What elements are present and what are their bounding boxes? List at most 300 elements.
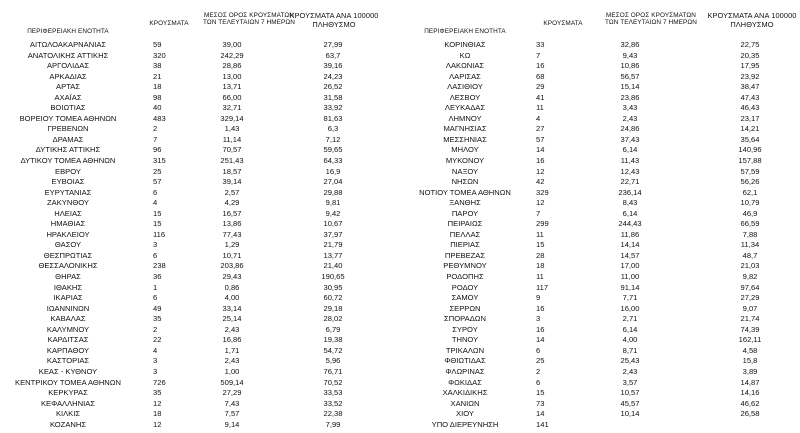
- region-cell: ΜΥΚΟΝΟΥ: [445, 156, 485, 166]
- region-cell: ΤΡΙΚΑΛΩΝ: [445, 345, 485, 355]
- avg7-cell: 32,71: [222, 103, 242, 113]
- avg7-cell: 4,00: [622, 335, 638, 345]
- table-row: [400, 51, 800, 62]
- region-cell: ΑΙΤΩΛΟΑΚΑΡΝΑΝΙΑΣ: [29, 40, 107, 49]
- table-row: [0, 103, 400, 114]
- per100k-cell: 10,67: [323, 219, 343, 229]
- table-row: [0, 156, 400, 167]
- cases-cell: 25: [153, 166, 162, 176]
- region-cell: ΠΑΡΟΥ: [451, 208, 479, 218]
- header-avg7-line2: ΤΩΝ ΤΕΛΕΥΤΑΙΩΝ 7 ΗΜΕΡΩΝ: [203, 19, 295, 27]
- cases-cell: 6: [153, 250, 158, 260]
- table-row: [0, 335, 400, 346]
- avg7-cell: 11,14: [222, 134, 242, 144]
- table-row: [400, 399, 800, 410]
- table-row: [400, 145, 800, 156]
- per100k-cell: 21,79: [323, 240, 343, 250]
- region-cell: ΓΡΕΒΕΝΩΝ: [47, 124, 89, 134]
- region-cell: ΑΡΤΑΣ: [56, 82, 80, 92]
- avg7-cell: 10,14: [620, 409, 640, 419]
- per100k-cell: 10,79: [740, 198, 760, 208]
- region-cell: ΘΗΡΑΣ: [55, 272, 81, 282]
- table-row: [400, 61, 800, 72]
- region-cell: ΠΕΛΛΑΣ: [449, 229, 481, 239]
- avg7-cell: 25,14: [222, 314, 242, 324]
- cases-cell: 12: [536, 198, 545, 208]
- avg7-cell: 6,14: [622, 324, 638, 334]
- avg7-cell: 23,86: [620, 92, 640, 102]
- avg7-cell: 22,71: [620, 177, 640, 187]
- table-row: [400, 304, 800, 315]
- per100k-cell: 7,99: [325, 419, 341, 429]
- avg7-cell: 11,43: [620, 156, 640, 166]
- avg7-cell: 509,14: [220, 377, 244, 387]
- per100k-cell: 22,75: [740, 40, 760, 49]
- cases-cell: 28: [536, 250, 545, 260]
- per100k-cell: 26,58: [740, 409, 760, 419]
- avg7-cell: 2,43: [224, 324, 240, 334]
- cases-cell: 12: [536, 166, 545, 176]
- region-cell: ΝΟΤΙΟΥ ΤΟΜΕΑ ΑΘΗΝΩΝ: [419, 187, 511, 197]
- per100k-cell: 63,7: [325, 50, 341, 60]
- per100k-cell: 9,42: [325, 208, 341, 218]
- region-cell: ΚΟΡΙΝΘΙΑΣ: [444, 40, 486, 49]
- region-cell: ΛΑΡΙΣΑΣ: [449, 71, 481, 81]
- table-row: [0, 40, 400, 51]
- header-avg7-line1: ΜΕΣΟΣ ΟΡΟΣ ΚΡΟΥΣΜΑΤΩΝ: [605, 12, 697, 19]
- cases-cell: 7: [536, 50, 541, 60]
- per100k-cell: 7,88: [742, 229, 758, 239]
- cases-cell: 726: [153, 377, 166, 387]
- avg7-cell: 32,86: [620, 40, 640, 49]
- region-cell: ΚΑΒΑΛΑΣ: [50, 314, 86, 324]
- avg7-cell: 3,43: [622, 103, 638, 113]
- cases-cell: 12: [153, 398, 162, 408]
- per100k-cell: 62,1: [742, 187, 758, 197]
- cases-cell: 3: [153, 366, 158, 376]
- table-row: [0, 114, 400, 125]
- avg7-cell: 3,57: [622, 377, 638, 387]
- region-cell: ΚΑΡΔΙΤΣΑΣ: [47, 335, 89, 345]
- region-cell: ΒΟΡΕΙΟΥ ΤΟΜΕΑ ΑΘΗΝΩΝ: [19, 113, 117, 123]
- region-cell: ΦΛΩΡΙΝΑΣ: [445, 366, 485, 376]
- per100k-cell: 46,43: [740, 103, 760, 113]
- avg7-cell: 9,14: [224, 419, 240, 429]
- avg7-cell: 7,71: [622, 293, 638, 303]
- header-per100k-line1: ΚΡΟΥΣΜΑΤΑ ΑΝΑ 100000: [289, 11, 379, 20]
- cases-cell: 14: [536, 145, 545, 155]
- avg7-cell: 24,86: [620, 124, 640, 134]
- cases-cell: 35: [153, 314, 162, 324]
- cases-cell: 6: [536, 345, 541, 355]
- region-cell: ΧΑΛΚΙΔΙΚΗΣ: [442, 388, 488, 398]
- avg7-cell: 16,86: [222, 335, 242, 345]
- region-cell: ΑΧΑΪΑΣ: [54, 92, 82, 102]
- cases-cell: 15: [153, 208, 162, 218]
- avg7-cell: 1,43: [224, 124, 240, 134]
- avg7-cell: 66,00: [222, 92, 242, 102]
- cases-cell: 15: [536, 240, 545, 250]
- region-cell: ΑΡΚΑΔΙΑΣ: [49, 71, 87, 81]
- per100k-cell: 6,3: [327, 124, 339, 134]
- region-cell: ΧΙΟΥ: [456, 409, 474, 419]
- cases-cell: 11: [536, 272, 544, 282]
- cases-cell: 68: [536, 71, 545, 81]
- table-row: [0, 230, 400, 241]
- region-cell: ΡΟΔΟΠΗΣ: [446, 272, 484, 282]
- per100k-cell: 9,07: [742, 303, 758, 313]
- table-row: [400, 293, 800, 304]
- avg7-cell: 33,14: [222, 303, 242, 313]
- region-cell: ΦΩΚΙΔΑΣ: [448, 377, 482, 387]
- per100k-cell: 157,88: [738, 156, 762, 166]
- per100k-cell: 33,52: [323, 398, 343, 408]
- table-row: [400, 114, 800, 125]
- per100k-cell: 46,62: [740, 398, 760, 408]
- table-row: [400, 367, 800, 378]
- per100k-cell: 33,92: [323, 103, 343, 113]
- per100k-cell: 7,12: [325, 134, 341, 144]
- per100k-cell: 15,8: [742, 356, 758, 366]
- table-row: [0, 251, 400, 262]
- per100k-cell: 29,88: [323, 187, 343, 197]
- region-cell: ΠΕΙΡΑΙΩΣ: [447, 219, 483, 229]
- right-table-body: [400, 40, 800, 430]
- cases-cell: 116: [153, 229, 166, 239]
- avg7-cell: 2,57: [224, 187, 240, 197]
- cases-cell: 98: [153, 92, 162, 102]
- right-table-header: [400, 12, 800, 40]
- region-cell: ΙΚΑΡΙΑΣ: [53, 293, 83, 303]
- avg7-cell: 2,71: [622, 314, 638, 324]
- region-cell: ΚΑΡΠΑΘΟΥ: [46, 345, 90, 355]
- cases-cell: 117: [536, 282, 549, 292]
- table-row: [400, 378, 800, 389]
- per100k-cell: 9,82: [742, 272, 758, 282]
- table-row: [0, 240, 400, 251]
- cases-cell: 3: [153, 240, 158, 250]
- per100k-cell: 31,58: [323, 92, 343, 102]
- cases-cell: 9: [536, 293, 541, 303]
- region-cell: ΚΟΖΑΝΗΣ: [49, 419, 87, 429]
- per100k-cell: 162,11: [738, 335, 762, 345]
- avg7-cell: 0,86: [224, 282, 240, 292]
- avg7-cell: 11,00: [620, 272, 640, 282]
- table-row: [400, 314, 800, 325]
- per100k-cell: 46,9: [742, 208, 758, 218]
- left-table-body: [0, 40, 400, 430]
- cases-cell: 38: [153, 61, 162, 71]
- per100k-cell: 16,9: [325, 166, 341, 176]
- table-row: [400, 283, 800, 294]
- region-cell: ΚΕΡΚΥΡΑΣ: [48, 388, 88, 398]
- avg7-cell: 9,43: [622, 50, 638, 60]
- cases-cell: 315: [153, 156, 166, 166]
- per100k-cell: 24,23: [323, 71, 343, 81]
- avg7-cell: 14,57: [620, 250, 640, 260]
- avg7-cell: 2,43: [622, 113, 638, 123]
- per100k-cell: 47,43: [740, 92, 760, 102]
- table-row: [400, 219, 800, 230]
- table-row: [0, 198, 400, 209]
- region-cell: ΠΙΕΡΙΑΣ: [450, 240, 480, 250]
- per100k-cell: 59,65: [323, 145, 343, 155]
- region-cell: ΔΡΑΜΑΣ: [52, 134, 84, 144]
- avg7-cell: 2,43: [224, 356, 240, 366]
- region-cell: ΛΗΜΝΟΥ: [448, 113, 482, 123]
- table-row: [400, 135, 800, 146]
- table-row: [0, 399, 400, 410]
- avg7-cell: 236,14: [618, 187, 642, 197]
- table-row: [0, 409, 400, 420]
- avg7-cell: 203,86: [220, 261, 244, 271]
- avg7-cell: 242,29: [220, 50, 244, 60]
- table-row: [0, 261, 400, 272]
- per100k-cell: 190,65: [321, 272, 345, 282]
- region-cell: ΡΕΘΥΜΝΟΥ: [443, 261, 487, 271]
- table-row: [400, 167, 800, 178]
- cases-cell: 57: [153, 177, 162, 187]
- region-cell: ΣΕΡΡΩΝ: [449, 303, 481, 313]
- cases-cell: 40: [153, 103, 162, 113]
- region-cell: ΒΟΙΩΤΙΑΣ: [50, 103, 86, 113]
- table-row: [0, 219, 400, 230]
- left-table-header: [0, 12, 400, 40]
- avg7-cell: 16,57: [222, 208, 242, 218]
- table-row: [0, 304, 400, 315]
- avg7-cell: 13,71: [222, 82, 242, 92]
- table-row: [0, 135, 400, 146]
- per100k-cell: 66,59: [740, 219, 760, 229]
- cases-cell: 14: [536, 335, 545, 345]
- cases-cell: 25: [536, 356, 545, 366]
- per100k-cell: 19,38: [323, 335, 343, 345]
- cases-cell: 4: [153, 198, 158, 208]
- region-cell: ΛΕΣΒΟΥ: [449, 92, 481, 102]
- per100k-cell: 37,97: [323, 229, 343, 239]
- avg7-cell: 16,00: [620, 303, 640, 313]
- region-cell: ΙΘΑΚΗΣ: [53, 282, 83, 292]
- cases-cell: 1: [153, 282, 158, 292]
- header-cases: ΚΡΟΥΣΜΑΤΑ: [543, 20, 583, 27]
- per100k-cell: 35,64: [740, 134, 760, 144]
- cases-cell: 21: [153, 71, 162, 81]
- table-row: [400, 409, 800, 420]
- header-per100k-line2: ΠΛΗΘΥΣΜΟ: [312, 19, 356, 29]
- cases-cell: 238: [153, 261, 166, 271]
- region-cell: ΚΑΛΥΜΝΟΥ: [46, 324, 90, 334]
- per100k-cell: 20,35: [740, 50, 760, 60]
- avg7-cell: 39,14: [222, 177, 242, 187]
- avg7-cell: 91,14: [620, 282, 640, 292]
- table-row: [400, 188, 800, 199]
- region-cell: ΠΡΕΒΕΖΑΣ: [444, 250, 486, 260]
- table-row: [400, 209, 800, 220]
- avg7-cell: 10,71: [222, 250, 242, 260]
- avg7-cell: 70,57: [222, 145, 242, 155]
- cases-cell: 22: [153, 335, 162, 345]
- cases-cell: 141: [536, 419, 549, 429]
- per100k-cell: 14,16: [740, 388, 760, 398]
- avg7-cell: 4,00: [224, 293, 240, 303]
- cases-cell: 18: [153, 409, 162, 419]
- avg7-cell: 1,71: [224, 345, 240, 355]
- per100k-cell: 11,34: [740, 240, 760, 250]
- cases-cell: 11: [536, 103, 544, 113]
- table-row: [0, 314, 400, 325]
- region-cell: ΕΥΒΟΙΑΣ: [51, 177, 85, 187]
- avg7-cell: 1,00: [224, 366, 240, 376]
- table-row: [400, 230, 800, 241]
- per100k-cell: 27,04: [323, 177, 343, 187]
- per100k-cell: 60,72: [323, 293, 343, 303]
- avg7-cell: 15,14: [620, 82, 640, 92]
- region-cell: ΗΛΕΙΑΣ: [54, 208, 82, 218]
- region-cell: ΜΗΛΟΥ: [451, 145, 479, 155]
- table-row: [0, 209, 400, 220]
- region-cell: ΑΡΓΟΛΙΔΑΣ: [46, 61, 90, 71]
- header-per100k: [704, 12, 800, 29]
- per100k-cell: 64,33: [323, 156, 343, 166]
- table-row: [0, 356, 400, 367]
- header-per100k-line2: ΠΛΗΘΥΣΜΟ: [730, 19, 774, 29]
- per100k-cell: 26,52: [323, 82, 343, 92]
- per100k-cell: 33,53: [323, 388, 343, 398]
- region-cell: ΛΕΥΚΑΔΑΣ: [444, 103, 486, 113]
- left-table: [0, 12, 400, 430]
- per100k-cell: 29,18: [323, 303, 343, 313]
- table-row: [400, 420, 800, 431]
- avg7-cell: 4,29: [224, 198, 240, 208]
- per100k-cell: 9,81: [325, 198, 341, 208]
- header-per100k-line1: ΚΡΟΥΣΜΑΤΑ ΑΝΑ 100000: [707, 11, 797, 20]
- per100k-cell: 56,26: [740, 177, 760, 187]
- region-cell: ΚΕΑΣ - ΚΥΘΝΟΥ: [38, 366, 98, 376]
- per100k-cell: 23,17: [740, 113, 760, 123]
- cases-cell: 49: [153, 303, 162, 313]
- avg7-cell: 13,00: [222, 71, 242, 81]
- per100k-cell: 22,38: [323, 409, 343, 419]
- avg7-cell: 13,86: [222, 219, 242, 229]
- header-cases: ΚΡΟΥΣΜΑΤΑ: [149, 20, 189, 27]
- region-cell: ΘΑΣΟΥ: [54, 240, 82, 250]
- per100k-cell: 21,74: [740, 314, 760, 324]
- per100k-cell: 140,96: [738, 145, 762, 155]
- header-avg7-line1: ΜΕΣΟΣ ΟΡΟΣ ΚΡΟΥΣΜΑΤΩΝ: [203, 12, 295, 19]
- region-cell: ΔΥΤΙΚΗΣ ΑΤΤΙΚΗΣ: [35, 145, 101, 155]
- avg7-cell: 45,57: [620, 398, 640, 408]
- avg7-cell: 17,00: [620, 261, 640, 271]
- cases-cell: 3: [536, 314, 541, 324]
- table-row: [0, 61, 400, 72]
- region-cell: ΚΩ: [459, 50, 471, 60]
- per100k-cell: 23,92: [740, 71, 760, 81]
- avg7-cell: 8,71: [622, 345, 638, 355]
- cases-cell: 41: [536, 92, 545, 102]
- avg7-cell: 7,57: [224, 409, 240, 419]
- table-row: [0, 72, 400, 83]
- region-cell: ΖΑΚΥΝΘΟΥ: [47, 198, 89, 208]
- avg7-cell: 28,86: [222, 61, 242, 71]
- cases-cell: 12: [153, 419, 162, 429]
- table-row: [0, 378, 400, 389]
- region-cell: ΕΒΡΟΥ: [55, 166, 81, 176]
- avg7-cell: 244,43: [618, 219, 642, 229]
- table-row: [400, 356, 800, 367]
- table-row: [400, 82, 800, 93]
- table-row: [0, 82, 400, 93]
- avg7-cell: 12,43: [620, 166, 640, 176]
- per100k-cell: 28,02: [323, 314, 343, 324]
- per100k-cell: 81,63: [323, 113, 343, 123]
- header-per100k: [288, 12, 380, 29]
- table-row: [400, 124, 800, 135]
- table-row: [0, 346, 400, 357]
- per100k-cell: 17,95: [740, 61, 760, 71]
- cases-cell: 3: [153, 356, 158, 366]
- cases-cell: 57: [536, 134, 545, 144]
- region-cell: ΙΩΑΝΝΙΝΩΝ: [46, 303, 90, 313]
- cases-cell: 16: [536, 324, 545, 334]
- avg7-cell: 77,43: [222, 229, 242, 239]
- table-row: [0, 124, 400, 135]
- region-cell: ΥΠΟ ΔΙΕΡΕΥΝΗΣΗ: [431, 419, 499, 429]
- cases-cell: 73: [536, 398, 545, 408]
- region-cell: ΔΥΤΙΚΟΥ ΤΟΜΕΑ ΑΘΗΝΩΝ: [20, 156, 116, 166]
- avg7-cell: 2,43: [622, 366, 638, 376]
- region-cell: ΣΠΟΡΑΔΩΝ: [444, 314, 486, 324]
- region-cell: ΚΙΛΚΙΣ: [55, 409, 81, 419]
- cases-cell: 96: [153, 145, 162, 155]
- region-cell: ΡΟΔΟΥ: [451, 282, 479, 292]
- table-row: [0, 177, 400, 188]
- table-row: [0, 93, 400, 104]
- region-cell: ΝΗΣΩΝ: [451, 177, 479, 187]
- table-row: [400, 325, 800, 336]
- table-row: [0, 167, 400, 178]
- avg7-cell: 251,43: [220, 156, 244, 166]
- cases-cell: 15: [153, 219, 162, 229]
- header-avg7-line2: ΤΩΝ ΤΕΛΕΥΤΑΙΩΝ 7 ΗΜΕΡΩΝ: [605, 19, 697, 27]
- table-row: [400, 198, 800, 209]
- cases-cell: 14: [536, 409, 545, 419]
- region-cell: ΜΑΓΝΗΣΙΑΣ: [443, 124, 487, 134]
- region-cell: ΣΑΜΟΥ: [451, 293, 479, 303]
- per100k-cell: 74,39: [740, 324, 760, 334]
- cases-cell: 27: [536, 124, 545, 134]
- table-row: [0, 272, 400, 283]
- region-cell: ΛΑΚΩΝΙΑΣ: [445, 61, 485, 71]
- region-cell: ΝΑΞΟΥ: [451, 166, 479, 176]
- cases-cell: 299: [536, 219, 549, 229]
- cases-cell: 29: [536, 82, 545, 92]
- table-row: [400, 177, 800, 188]
- cases-cell: 18: [153, 82, 162, 92]
- cases-cell: 2: [153, 124, 158, 134]
- table-row: [0, 420, 400, 431]
- avg7-cell: 10,86: [620, 61, 640, 71]
- avg7-cell: 7,43: [224, 398, 240, 408]
- region-cell: ΗΜΑΘΙΑΣ: [50, 219, 86, 229]
- header-avg7: [586, 12, 716, 27]
- cases-cell: 35: [153, 388, 162, 398]
- per100k-cell: 30,95: [323, 282, 343, 292]
- per100k-cell: 54,72: [323, 345, 343, 355]
- cases-cell: 33: [536, 40, 545, 49]
- per100k-cell: 70,52: [323, 377, 343, 387]
- avg7-cell: 39,00: [222, 40, 242, 49]
- cases-cell: 4: [536, 113, 541, 123]
